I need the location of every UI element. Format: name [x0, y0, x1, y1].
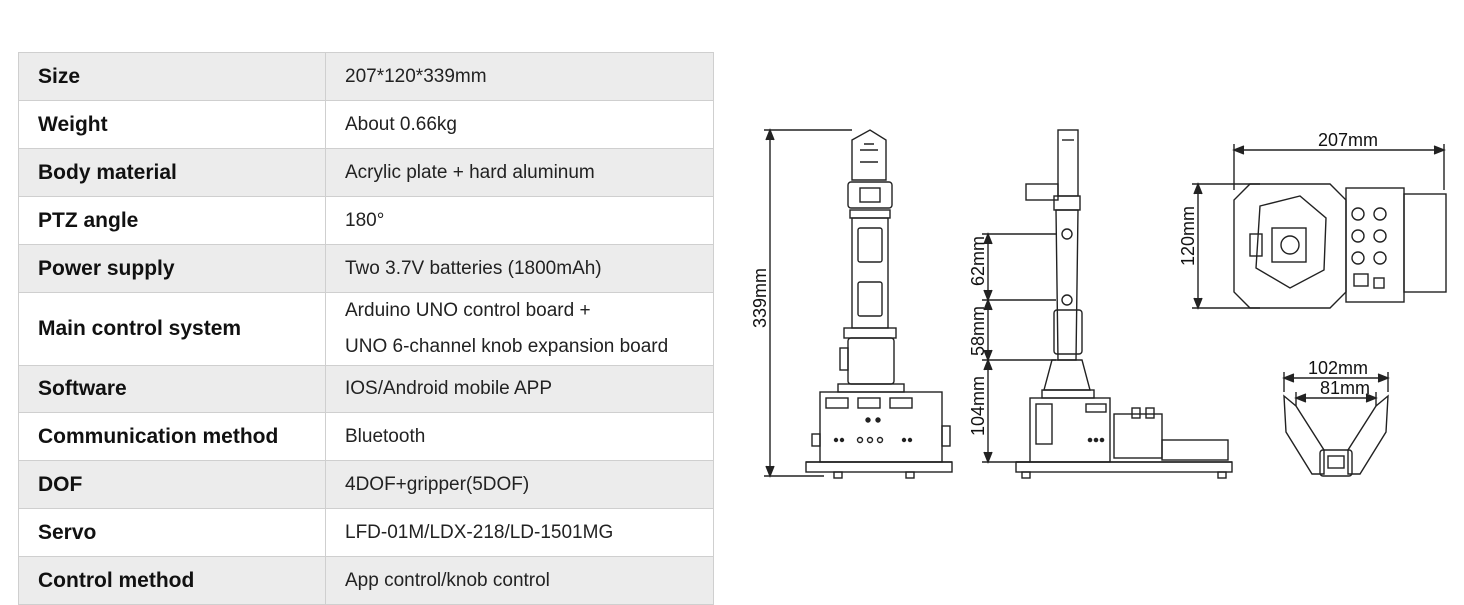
spec-value-text: LFD-01M/LDX-218/LD-1501MG — [345, 521, 614, 543]
front-view-drawing — [764, 130, 952, 478]
spec-label: Main control system — [19, 293, 326, 366]
spec-table — [18, 52, 714, 605]
spec-value-text: Acrylic plate + hard aluminum — [345, 161, 595, 183]
spec-value-text: 4DOF+gripper(5DOF) — [345, 473, 530, 495]
dim-label-gripper-outer: 102mm — [1308, 358, 1369, 378]
spec-value — [326, 366, 714, 413]
spec-row — [19, 557, 714, 605]
spec-row — [19, 509, 714, 557]
top-view-drawing — [1192, 144, 1446, 308]
spec-row — [19, 149, 714, 197]
spec-label: Software — [19, 366, 326, 413]
spec-row — [19, 197, 714, 245]
spec-label: DOF — [19, 461, 326, 509]
dim-label-lower: 104mm — [968, 375, 988, 436]
spec-row — [19, 101, 714, 149]
spec-value — [326, 557, 714, 605]
spec-label: Servo — [19, 509, 326, 557]
spec-value — [326, 197, 714, 245]
spec-value — [326, 245, 714, 293]
spec-value-text: Bluetooth — [345, 425, 426, 447]
spec-row — [19, 413, 714, 461]
dim-label-gripper-inner: 81mm — [1320, 378, 1371, 398]
spec-label: PTZ angle — [19, 197, 326, 245]
spec-label: Communication method — [19, 413, 326, 461]
dim-label-upper: 62mm — [968, 235, 988, 286]
dim-label-width: 207mm — [1318, 130, 1379, 150]
spec-value — [326, 461, 714, 509]
spec-value — [326, 293, 714, 366]
spec-value-text: App control/knob control — [345, 569, 550, 591]
spec-row — [19, 293, 714, 366]
dimension-drawings — [740, 110, 1464, 510]
dim-label-height: 339mm — [750, 267, 770, 328]
spec-label: Size — [19, 53, 326, 101]
spec-row — [19, 53, 714, 101]
dim-label-middle: 58mm — [968, 305, 988, 356]
spec-label: Power supply — [19, 245, 326, 293]
spec-value — [326, 101, 714, 149]
spec-row — [19, 366, 714, 413]
spec-value — [326, 149, 714, 197]
spec-label: Weight — [19, 101, 326, 149]
spec-value-text: UNO 6-channel knob expansion board — [345, 336, 669, 357]
spec-row — [19, 245, 714, 293]
spec-value — [326, 53, 714, 101]
side-view-drawing — [982, 130, 1232, 478]
spec-value-text: Arduino UNO control board + — [345, 300, 591, 321]
dim-label-depth: 120mm — [1178, 205, 1198, 266]
spec-value-text: About 0.66kg — [345, 113, 457, 135]
spec-row — [19, 461, 714, 509]
spec-value-text: Two 3.7V batteries (1800mAh) — [345, 257, 602, 279]
spec-value-text: IOS/Android mobile APP — [345, 378, 552, 399]
spec-value — [326, 509, 714, 557]
spec-label: Body material — [19, 149, 326, 197]
spec-value-text: 207*120*339mm — [345, 65, 487, 87]
spec-value — [326, 413, 714, 461]
spec-value-text: 180° — [345, 209, 385, 231]
spec-label: Control method — [19, 557, 326, 605]
